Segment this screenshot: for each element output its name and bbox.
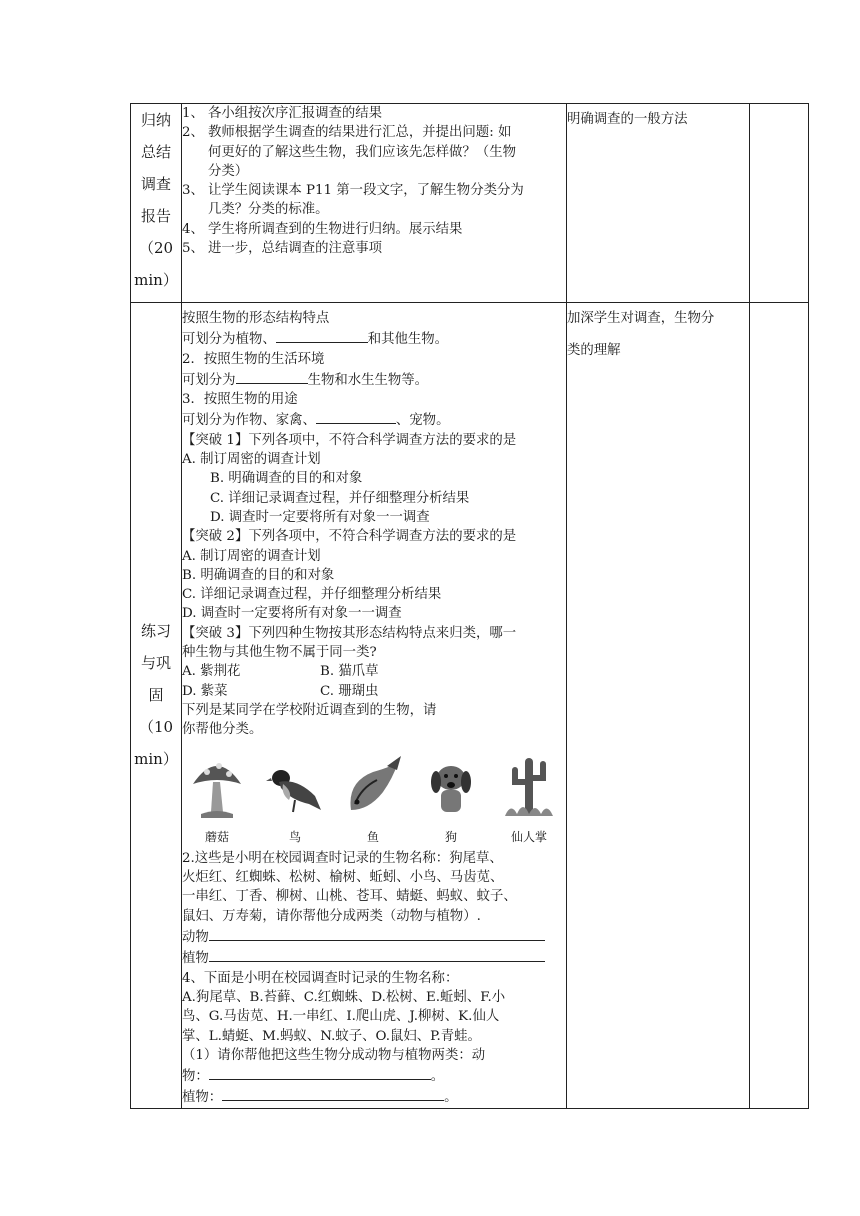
animal-answer-line: 动物 <box>182 926 566 947</box>
label-line: （20 <box>138 239 174 257</box>
option[interactable]: C. 详细记录调查过程，并仔细整理分析结果 <box>182 587 442 603</box>
mushroom-icon <box>187 752 247 826</box>
answer-blank[interactable] <box>236 369 308 384</box>
label-line: 练习 <box>140 622 171 640</box>
option-row <box>182 682 566 701</box>
empty-cell <box>750 303 809 1109</box>
answer-blank[interactable] <box>276 328 368 343</box>
dog-picture: 狗 <box>418 752 484 847</box>
section-label-practice <box>131 303 182 1109</box>
mushroom-picture: 蘑菇 <box>184 752 250 847</box>
text-line: 3．按照生物的用途 <box>182 392 298 408</box>
fish-picture: 鱼 <box>340 752 406 847</box>
label-line: min） <box>134 271 178 289</box>
label-line: 固 <box>148 686 164 704</box>
label-line: 调查 <box>140 175 171 193</box>
option[interactable]: A. 紫荆花 <box>182 664 241 680</box>
plant-answer-line-2: 植物： 。 <box>182 1086 566 1107</box>
option[interactable]: B. 明确调查的目的和对象 <box>210 471 363 487</box>
answer-blank[interactable] <box>209 1065 431 1080</box>
label-line: （10 <box>138 718 174 736</box>
step-5: 5、 进一步，总结调查的注意事项 <box>182 241 383 257</box>
text-line: 鼠妇、万寿菊，请你帮他分成两类（动物与植物）. <box>182 908 481 924</box>
step-4: 4、 学生将所调查到的生物进行归纳。展示结果 <box>182 221 463 237</box>
text-line: 2.这些是小明在校园调查时记录的生物名称：狗尾草、 <box>182 850 503 866</box>
aim-practice: 加深学生对调查，生物分 类的理解 <box>567 303 750 1109</box>
text-line: 2．按照生物的生活环境 <box>182 351 325 367</box>
text-line: （1）请你帮他把这些生物分成动物与植物两类：动 <box>182 1047 486 1063</box>
text-line: A.狗尾草、B.苔藓、C.红蜘蛛、D.松树、E.蚯蚓、F.小 <box>182 989 506 1005</box>
option[interactable]: C. 珊瑚虫 <box>320 683 379 699</box>
option[interactable]: B. 明确调查的目的和对象 <box>182 567 335 583</box>
label-line: 报告 <box>140 207 171 225</box>
question-4: 下列是某同学在学校附近调查到的生物，请 <box>182 702 437 718</box>
practice-content <box>182 303 567 1109</box>
fill-line-2: 可划分为 生物和水生生物等。 <box>182 369 566 390</box>
answer-blank[interactable] <box>316 409 396 424</box>
text-line: 掌、L.蜻蜓、M.蚂蚁、N.蚊子、O.鼠妇、P.青蛙。 <box>182 1028 481 1044</box>
text-line: 鸟、G.马齿苋、H.一串红、I.爬山虎、J.柳树、K.仙人 <box>182 1009 500 1025</box>
question-4-cont: 你帮他分类。 <box>182 722 263 738</box>
step-1: 1、 各小组按次序汇报调查的结果 <box>182 106 383 121</box>
question-3: 【突破 3】下列四种生物按其形态结构特点来归类，哪一 <box>182 625 517 641</box>
text-line: 按照生物的形态结构特点 <box>182 311 330 326</box>
label-line: 与巩 <box>140 654 171 672</box>
answer-blank[interactable] <box>209 947 545 962</box>
option[interactable]: A. 制订周密的调查计划 <box>182 452 321 468</box>
option[interactable]: B. 猫爪草 <box>320 664 379 680</box>
summary-steps <box>182 104 567 303</box>
plant-answer-line: 植物 <box>182 947 566 968</box>
cactus-icon <box>499 752 559 826</box>
row-practice <box>131 303 809 1109</box>
text-line: 一串红、丁香、柳树、山桃、苍耳、蜻蜓、蚂蚁、蚊子、 <box>182 889 517 905</box>
option[interactable]: D. 调查时一定要将所有对象一一调查 <box>210 509 430 525</box>
empty-cell <box>750 104 809 303</box>
step-2-cont: 分类） <box>208 163 249 179</box>
bird-icon <box>265 752 325 826</box>
row-summary <box>131 104 809 303</box>
text-line: 4、下面是小明在校园调查时记录的生物名称： <box>182 970 459 986</box>
cactus-picture: 仙人掌 <box>496 752 562 847</box>
option[interactable]: D. 紫菜 <box>182 683 228 699</box>
step-2: 2、 教师根据学生调查的结果进行汇总，并提出问题: 如 <box>182 125 512 141</box>
animal-answer-line-2: 物： 。 <box>182 1065 566 1086</box>
label-line: 总结 <box>140 143 171 161</box>
question-3-cont: 种生物与其他生物不属于同一类? <box>182 645 377 661</box>
section-label-summary <box>131 104 182 303</box>
aim-summary: 明确调查的一般方法 <box>567 104 750 303</box>
fill-line-3: 可划分为作物、家禽、 、宠物。 <box>182 409 566 430</box>
fish-icon <box>343 752 403 826</box>
question-1: 【突破 1】下列各项中，不符合科学调查方法的要求的是 <box>182 432 517 448</box>
answer-blank[interactable] <box>209 926 545 941</box>
question-2: 【突破 2】下列各项中，不符合科学调查方法的要求的是 <box>182 529 517 545</box>
organism-pictures <box>184 752 562 847</box>
text-line: 火炬红、红蜘蛛、松树、榆树、蚯蚓、小鸟、马齿苋、 <box>182 870 504 886</box>
lesson-table <box>130 103 809 1109</box>
step-3-cont: 几类？分类的标准。 <box>208 202 329 218</box>
label-line: min） <box>134 750 178 768</box>
answer-blank[interactable] <box>222 1086 444 1101</box>
label-line: 归纳 <box>140 111 171 129</box>
option[interactable]: D. 调查时一定要将所有对象一一调查 <box>182 606 402 622</box>
bird-picture: 鸟 <box>262 752 328 847</box>
fill-line-1: 可划分为植物、 和其他生物。 <box>182 328 566 349</box>
option[interactable]: C. 详细记录调查过程，并仔细整理分析结果 <box>210 490 470 506</box>
step-2-cont: 何更好的了解这些生物，我们应该先怎样做？（生物 <box>208 144 516 160</box>
option-row <box>182 662 566 681</box>
option[interactable]: A. 制订周密的调查计划 <box>182 548 321 564</box>
step-3: 3、 让学生阅读课本 P11 第一段文字，了解生物分类分为 <box>182 183 524 199</box>
dog-icon <box>421 752 481 826</box>
